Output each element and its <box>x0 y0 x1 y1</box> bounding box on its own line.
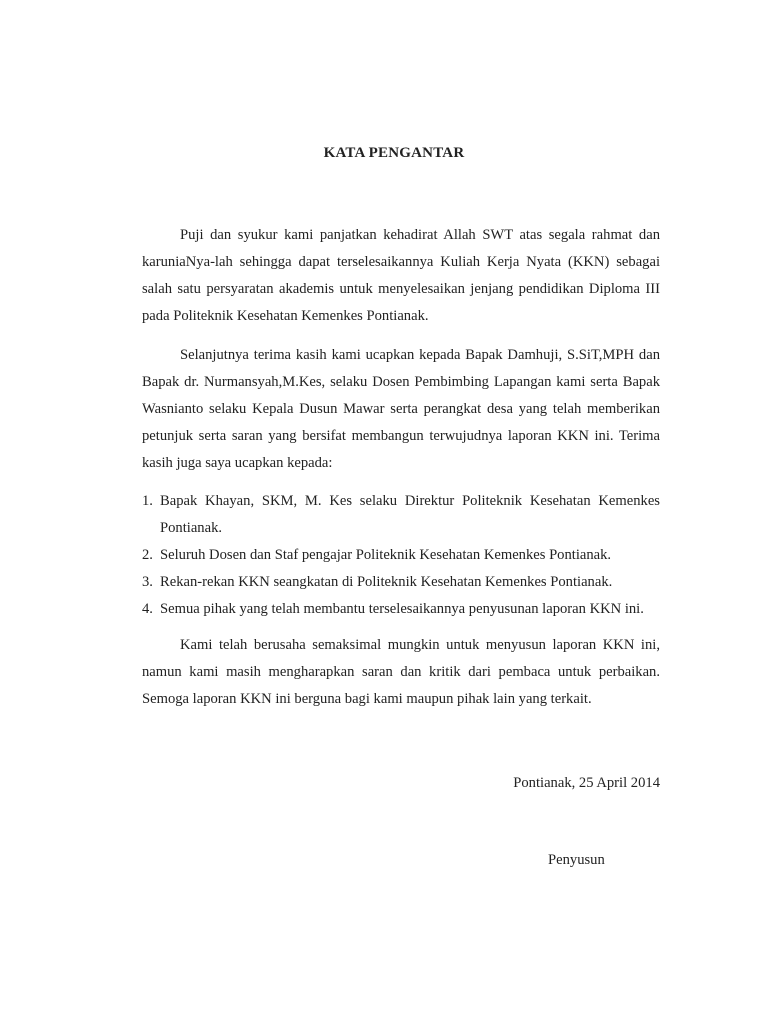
paragraph-text: Puji dan syukur kami panjatkan kehadirat Allah SWT atas segala rahmat dan karuniaNya-lah sehingga dapat terselesaikannya Kuliah Kerja Nyata (KKN) sebagai salah satu persyaratan akademis untuk menyelesaikan jenjang pendidikan Diploma III pada Politeknik Kesehatan Kemenkes Pontianak. <box>142 227 660 324</box>
list-item <box>142 488 660 542</box>
thanks-list <box>142 488 660 623</box>
page-title: KATA PENGANTAR <box>323 145 465 161</box>
list-item-number: 3. <box>142 574 153 590</box>
paragraph-text: Selanjutnya terima kasih kami ucapkan kepada Bapak Damhuji, S.SiT,MPH dan Bapak dr. Nurmansyah,M.Kes, selaku Dosen Pembimbing Lapangan kami serta Bapak Wasnianto selaku Kepala Dusun Mawar serta perangkat desa yang telah memberikan petunjuk serta saran yang bersifat membangun terwujudnya laporan KKN ini. Terima kasih juga saya ucapkan kepada: <box>142 347 660 471</box>
signer-label: Penyusun <box>548 852 605 868</box>
paragraph-text: Kami telah berusaha semaksimal mungkin untuk menyusun laporan KKN ini, namun kami masih mengharapkan saran dan kritik dari pembaca untuk perbaikan. Semoga laporan KKN ini berguna bagi kami maupun pihak lain yang terkait. <box>142 637 660 707</box>
list-item-number: 2. <box>142 547 153 563</box>
list-item-text: Bapak Khayan, SKM, M. Kes selaku Direktur Politeknik Kesehatan Kemenkes Pontianak. <box>160 493 660 536</box>
place-date: Pontianak, 25 April 2014 <box>513 775 660 791</box>
list-item <box>142 596 660 623</box>
paragraph-closing <box>142 632 660 713</box>
paragraph-acknowledgement <box>142 342 660 477</box>
list-item <box>142 569 660 596</box>
list-item <box>142 542 660 569</box>
list-item-number: 4. <box>142 601 153 617</box>
list-item-number: 1. <box>142 493 153 509</box>
list-item-text: Seluruh Dosen dan Staf pengajar Politeknik Kesehatan Kemenkes Pontianak. <box>160 547 612 563</box>
paragraph-opening <box>142 222 660 330</box>
list-item-text: Rekan-rekan KKN seangkatan di Politeknik Kesehatan Kemenkes Pontianak. <box>160 574 613 590</box>
list-item-text: Semua pihak yang telah membantu terselesaikannya penyusunan laporan KKN ini. <box>160 601 644 617</box>
